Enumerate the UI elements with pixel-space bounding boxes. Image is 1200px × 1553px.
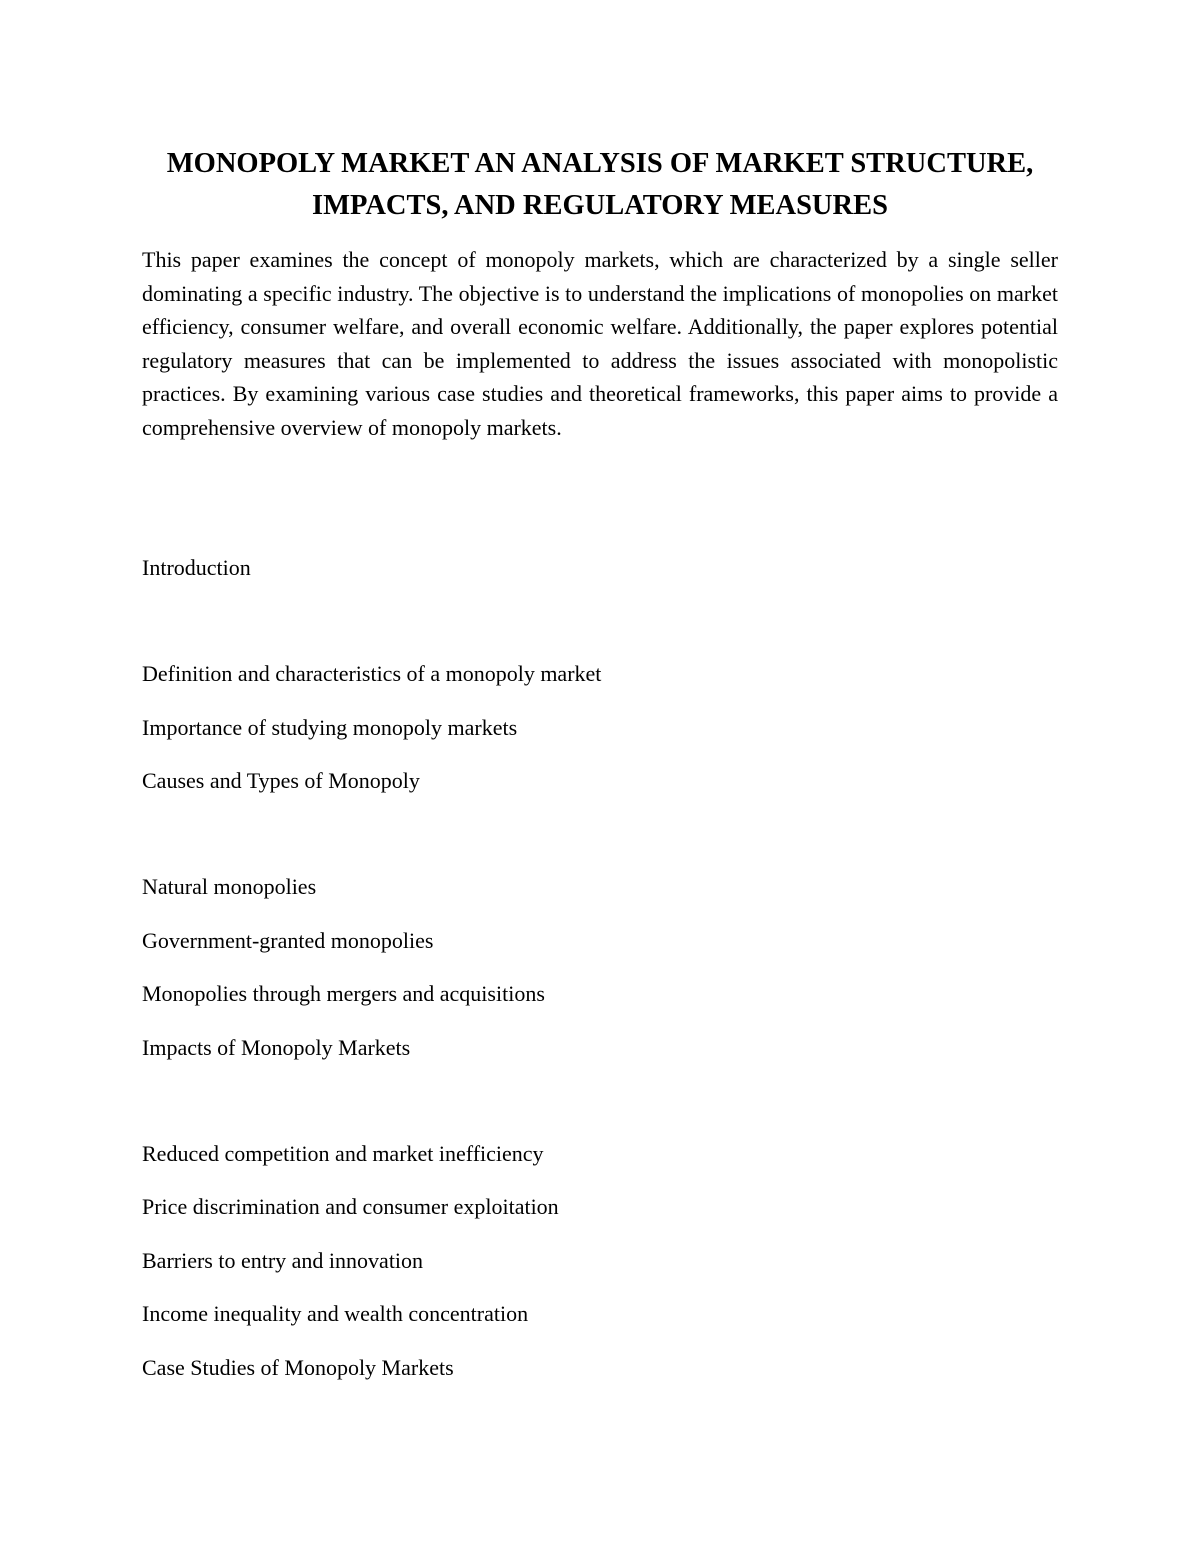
- outline-item: Barriers to entry and innovation: [142, 1248, 424, 1273]
- outline-item: Definition and characteristics of a monopoly market: [142, 661, 602, 686]
- outline-item: Reduced competition and market inefficiency: [142, 1141, 544, 1166]
- document-title: MONOPOLY MARKET AN ANALYSIS OF MARKET STRUCTURE, IMPACTS, AND REGULATORY MEASURES: [166, 148, 1034, 221]
- abstract-paragraph: This paper examines the concept of monopoly markets, which are characterized by a single seller dominating a specific industry. The objective is to understand the implications of monopolies on market efficiency, consumer welfare, and overall economic welfare. Additionally, the paper explores potential regulatory measures that can be implemented to address the issues associated with monopolistic practices. By examining various case studies and theoretical frameworks, this paper aims to provide a comprehensive overview of monopoly markets.: [142, 247, 1058, 440]
- outline-item: Importance of studying monopoly markets: [142, 715, 518, 740]
- outline-item: Government-granted monopolies: [142, 928, 434, 953]
- outline-item: Price discrimination and consumer exploitation: [142, 1194, 559, 1219]
- outline-item: Income inequality and wealth concentration: [142, 1301, 529, 1326]
- outline-item: Causes and Types of Monopoly: [142, 768, 420, 793]
- outline-item: Monopolies through mergers and acquisitions: [142, 981, 545, 1006]
- outline-item: Natural monopolies: [142, 874, 317, 899]
- outline-item: Case Studies of Monopoly Markets: [142, 1355, 454, 1380]
- outline-item: Impacts of Monopoly Markets: [142, 1035, 411, 1060]
- outline-item-introduction: Introduction: [142, 555, 251, 580]
